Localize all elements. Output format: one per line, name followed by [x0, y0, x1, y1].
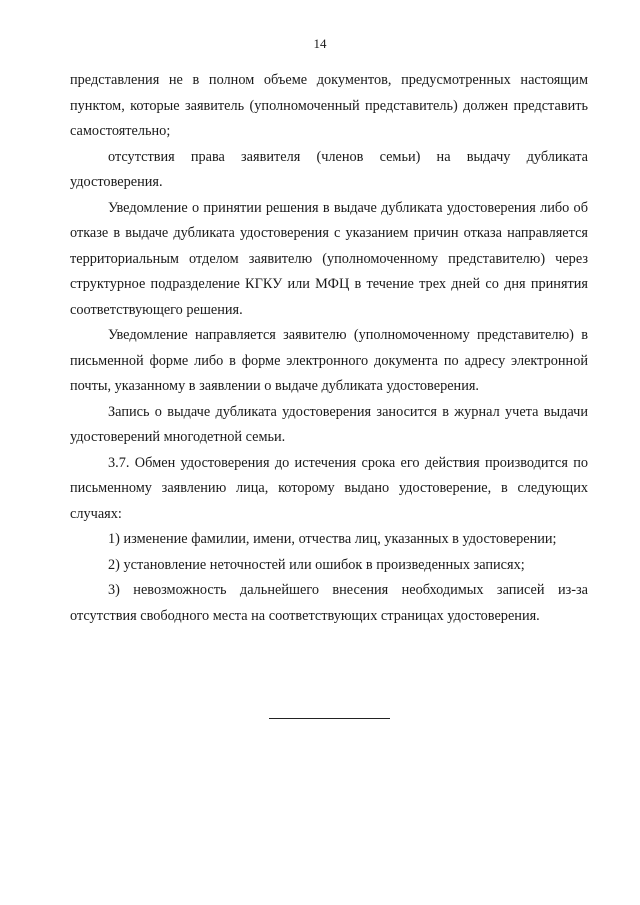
end-divider-line [269, 718, 390, 719]
document-body [70, 68, 588, 629]
paragraph-notice-delivery: Уведомление направляется заявителю (уполномоченному представителю) в письменной форме либо в форме электронного документа по адресу электронной почты, указанному в заявлении о выдаче дубликата удостоверения. [70, 327, 588, 394]
paragraph-decision-notice: Уведомление о принятии решения в выдаче дубликата удостоверения либо об отказе в выдаче дубликата удостоверения с указанием причин отказа направляется территориальным отделом заявителю (уполномоченному представителю) через структурное подразделение КГКУ или МФЦ в течение трех дней со дня принятия соответствующего решения. [70, 199, 588, 318]
paragraph-journal-record: Запись о выдаче дубликата удостоверения заносится в журнал учета выдачи удостоверений многодетной семьи. [70, 403, 588, 445]
paragraph-no-right: отсутствия права заявителя (членов семьи) на выдачу дубликата удостоверения. [70, 148, 588, 190]
page-number: 14 [313, 36, 327, 51]
list-item-2: 2) установление неточностей или ошибок в произведенных записях; [108, 556, 525, 573]
list-item-3: 3) невозможность дальнейшего внесения необходимых записей из-за отсутствия свободного места на соответствующих страницах удостоверения. [70, 582, 588, 624]
paragraph-section-3-7: 3.7. Обмен удостоверения до истечения срока его действия производится по письменному заявлению лица, которому выдано удостоверение, в следующих случаях: [70, 454, 588, 522]
paragraph-continuation: представления не в полном объеме документов, предусмотренных настоящим пунктом, которые заявитель (уполномоченный представитель) должен представить самостоятельно; [70, 72, 588, 139]
list-item-1: 1) изменение фамилии, имени, отчества лиц, указанных в удостоверении; [108, 531, 557, 547]
